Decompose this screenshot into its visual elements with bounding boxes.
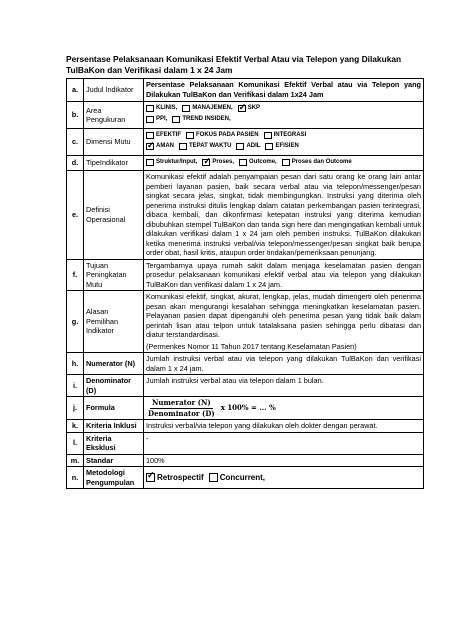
standard-value: 100% [144,454,424,467]
row-label: Dimensi Mutu [84,129,144,156]
row-code: a. [67,79,84,102]
formula-numerator: Numerator (N) [152,398,211,407]
rationale-reference: (Permenkes Nomor 11 Tahun 2017 tentang Keselamatan Pasien) [146,341,357,351]
checkbox-checked-icon [202,159,210,166]
rationale-cell [144,291,424,353]
option-proses-dan-outcome[interactable]: Proses dan Outcome [282,158,352,168]
row-label: Area Pengukuran [84,102,144,129]
formula-fraction [146,398,217,418]
row-a [67,79,424,102]
type-options [144,156,424,171]
checkbox-icon [282,159,290,166]
row-e [67,171,424,260]
checkbox-checked-icon [146,473,155,482]
denominator-value: Jumlah instruksi verbal atau via telepon dalam 1 bulan. [144,375,424,397]
option-klinis[interactable]: KLINIS, [146,104,177,114]
indicator-title-value: Persentase Pelaksanaan Komunikasi Efektif Verbal atau via Telepon yang Dilakukan TulBaKon dan Verifikasi dalam 1x24 Jam [144,79,424,102]
exclusion-value: - [144,432,424,454]
checkbox-icon [146,116,154,123]
checkbox-checked-icon [146,143,154,150]
checkbox-icon [146,159,154,166]
row-code: m. [67,454,84,467]
row-label: TipeIndikator [84,156,144,171]
row-label: Definisi Operasional [84,171,144,260]
formula [146,398,421,418]
option-tepat-waktu[interactable]: TEPAT WAKTU [179,142,231,152]
dimension-options [144,129,424,156]
checkbox-icon [236,143,244,150]
option-efisien[interactable]: EFISIEN [265,142,298,152]
option-efektif[interactable]: EFEKTIF [146,131,181,141]
rationale-text: Komunikasi efektif, singkat, akurat, lengkap, jelas, mudah dimengerti oleh penerima pesan akan mengurangi kesalahan sehingga meningkatkan keselamatan pasien. Pelayanan pasien dapat dipengaruhi oleh penerima pesan yang tidak baik dalam perintah lisan atau telpon untuk tatalaksana pasien sehingga perlu dibatasi dan diatur terstandardisasi. [146,292,421,339]
row-g [67,291,424,353]
option-trend-insiden[interactable]: TREND INSIDEN, [172,115,230,125]
checkbox-icon [172,116,180,123]
option-ppi[interactable]: PPI, [146,115,167,125]
document-title: Persentase Pelaksanaan Komunikasi Efektif Verbal Atau via Telepon yang Dilakukan TulBaKon dan Verifikasi dalam 1 x 24 Jam [66,54,402,75]
option-struktur-input[interactable]: Struktur/Input, [146,158,197,168]
checkbox-icon [239,159,247,166]
row-label: Standar [84,454,144,467]
row-label: Numerator (N) [84,353,144,375]
row-b [67,102,424,129]
formula-denominator: Denominator (D) [148,408,215,418]
row-code: e. [67,171,84,260]
indicator-table [66,78,424,489]
definition-value: Komunikasi efektif adalah penyampaian pesan dari satu orang ke orang lain antar pemberi layanan pasien, baik secara verbal atau via telepon/messenger/pesan singkat secara jelas, singkat, tidak membingungkan. Instruksi yang diterima oleh penerima instruksi ditulis lengkap dalam catatan perkembangan pasien terintegrasi, dibaca kembali, dan dikonfirmasi ketepatan instruksi yang diterima kemudian dibubuhkan stempel TulBaKon dan tanda sign here dan mengingatkan kembali untuk dilakukan verifikasi dalam 1 x 24 jam oleh pemberi instruksi. TulBaKon dilakukan ketika menerima instruksi verbal/via telepon/messenger/pesan singkat baik berupa order obat, hasil kritis, ataupun order tindakan/pemeriksaan penunjang. [144,171,424,260]
row-label: Alasan Pemilihan Indikator [84,291,144,353]
checkbox-icon [146,105,154,112]
row-label: Denominator (D) [84,375,144,397]
option-proses[interactable]: ✓ Proses, [202,158,234,168]
row-c [67,129,424,156]
formula-tail: x 100% = ... % [220,403,276,413]
row-label: Metodologi Pengumpulan [84,467,144,489]
row-f [67,259,424,291]
option-integrasi[interactable]: INTEGRASI [264,131,307,141]
option-fokus-pada-pasien[interactable]: FOKUS PADA PASIEN [186,131,259,141]
row-n [67,467,424,489]
area-options [144,102,424,129]
checkbox-icon [146,132,154,139]
objective-value: Tergambarnya upaya rumah sakit dalam menjaga keselamatan pasien dengan prosedur pelaksanaan komunikasi efektif verbal atau via telepon yang dilakukan TulBaKon dan verifikasi dalam 1 x 24 jam. [144,259,424,291]
row-h [67,353,424,375]
row-code: g. [67,291,84,353]
row-code: i. [67,375,84,397]
row-code: b. [67,102,84,129]
row-label: Kriteria Inklusi [84,420,144,433]
inclusion-value: Instruksi verbal/via telepon yang dilakukan oleh dokter dengan perawat. [144,420,424,433]
row-code: j. [67,397,84,420]
row-code: f. [67,259,84,291]
row-code: d. [67,156,84,171]
row-j [67,397,424,420]
formula-cell [144,397,424,420]
option-manajemen[interactable]: MANAJEMEN, [182,104,232,114]
row-k [67,420,424,433]
row-m [67,454,424,467]
row-code: l. [67,432,84,454]
row-d [67,156,424,171]
checkbox-icon [179,143,187,150]
option-adil[interactable]: ADIL [236,142,260,152]
row-l [67,432,424,454]
option-concurrent[interactable]: Concurrent, [209,473,265,483]
row-i [67,375,424,397]
row-code: c. [67,129,84,156]
numerator-value: Jumlah instruksi verbal atau via telepon yang dilakukan TulBaKon dan verifikasi dalam 1 x 24 jam. [144,353,424,375]
row-code: k. [67,420,84,433]
checkbox-checked-icon [238,105,246,112]
row-label: Judul Indikator [84,79,144,102]
option-outcome[interactable]: Outcome, [239,158,277,168]
checkbox-icon [264,132,272,139]
checkbox-icon [265,143,273,150]
row-code: n. [67,467,84,489]
row-label: Kriteria Eksklusi [84,432,144,454]
checkbox-icon [186,132,194,139]
checkbox-icon [182,105,190,112]
row-label: Formula [84,397,144,420]
method-options [144,467,424,489]
option-aman[interactable]: ✓ AMAN [146,142,174,152]
row-code: h. [67,353,84,375]
option-skp[interactable]: ✓ SKP [238,104,260,114]
checkbox-icon [209,473,218,482]
option-retrospectif[interactable]: ✓ Retrospectif [146,473,204,483]
row-label: Tujuan Peningkatan Mutu [84,259,144,291]
